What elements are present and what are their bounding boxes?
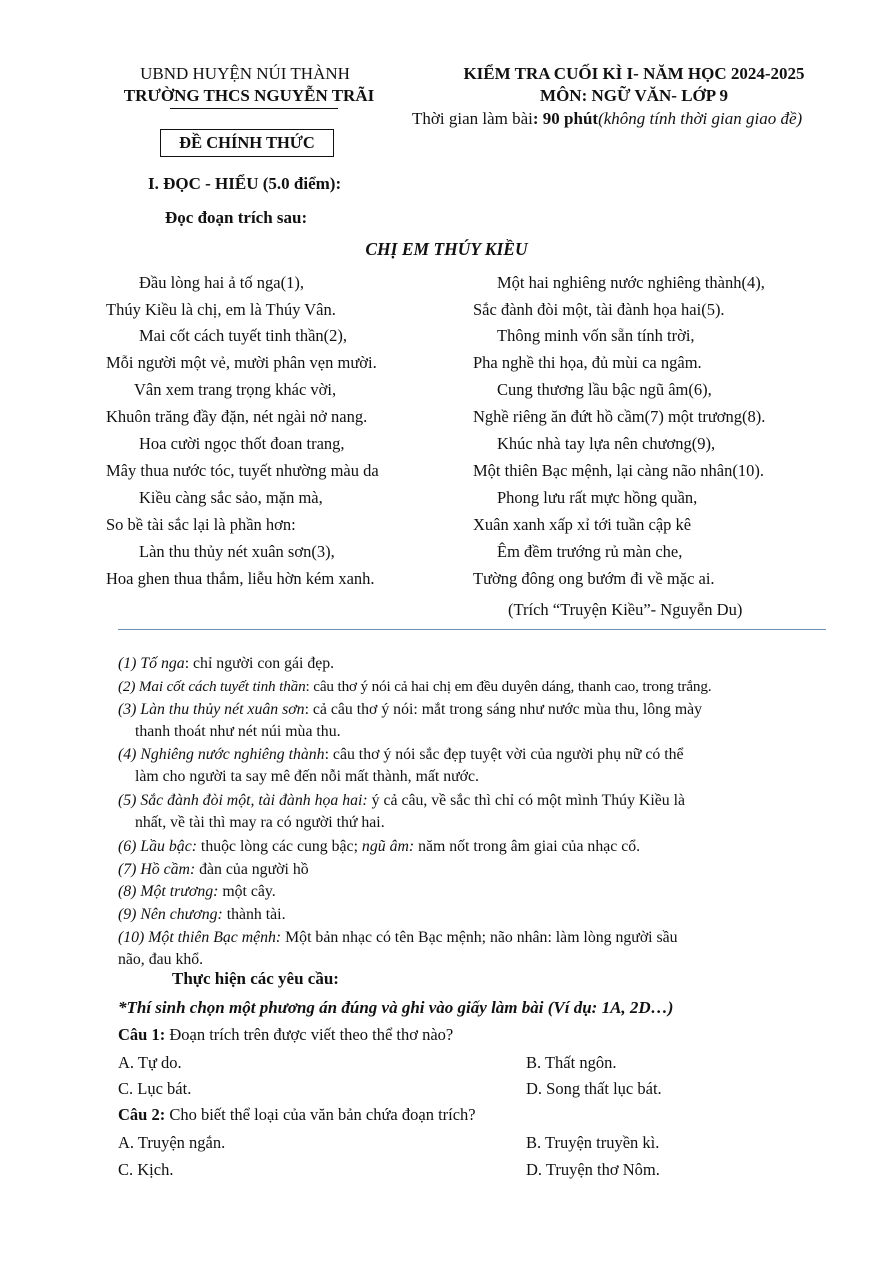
poem-line: Sắc đành đòi một, tài đành họa hai(5). [473,300,725,319]
footnote-continuation: làm cho người ta say mê đến nỗi mất thành, mất nước. [135,768,479,785]
question-text: Đoạn trích trên được viết theo thể thơ nào? [165,1025,454,1044]
option-1b: B. Thất ngôn. [526,1053,617,1072]
footnote-text: thuộc lòng các cung bậc; [196,838,362,855]
question-label: Câu 2: [118,1105,166,1124]
exam-subject: MÔN: NGỮ VĂN- LỚP 9 [540,86,728,105]
poem-line: Mây thua nước tóc, tuyết nhường màu da [106,461,379,480]
exam-duration [412,109,802,129]
poem-line: Nghề riêng ăn đứt hồ cầm(7) một trương(8). [473,407,766,426]
footnote-text: đàn của người hồ [195,861,309,878]
footnote [118,836,830,858]
footnote [118,699,830,743]
time-label: Thời gian làm bài [412,109,533,128]
poem-line: Thông minh vốn sẵn tính trời, [497,326,695,345]
footnote-term: (6) Lầu bậc: [118,838,197,855]
footnote-text: : câu thơ ý nói cả hai chị em đều duyên dáng, thanh cao, trong trắng. [305,678,712,695]
question-label: Câu 1: [118,1025,166,1044]
option-1d: D. Song thất lục bát. [526,1079,662,1098]
footnote-term: ngũ âm: [361,838,415,855]
poem-line: Làn thu thủy nét xuân sơn(3), [139,542,335,561]
poem-line: Thúy Kiều là chị, em là Thúy Vân. [106,300,336,319]
school-name-underline [170,108,338,109]
poem-line: Mai cốt cách tuyết tinh thần(2), [139,326,348,345]
school-name: TRƯỜNG THCS NGUYỄN TRÃI [123,86,375,105]
footnote-term: (7) Hồ cầm: [118,861,196,878]
poem-line: Một hai nghiêng nước nghiêng thành(4), [497,273,765,292]
footnote-text: Một bản nhạc có tên Bạc mệnh; não nhân: làm lòng người sầu [281,929,678,946]
time-value: : 90 phút [532,109,599,128]
footnote [118,744,830,788]
option-2c: C. Kịch. [118,1160,174,1179]
poem-line: Khúc nhà tay lựa nên chương(9), [497,434,716,453]
divider-line [118,629,826,630]
question-text: Cho biết thể loại của văn bản chứa đoạn trích? [165,1105,476,1124]
footnote [118,676,830,698]
poem-line: So bề tài sắc lại là phần hơn: [106,515,296,534]
footnote-term: (8) Một trương: [118,883,219,900]
poem-line: Vân xem trang trọng khác vời, [134,380,337,399]
footnote-term: (10) Một thiên Bạc mệnh: [118,929,282,946]
poem-line: Khuôn trăng đầy đặn, nét ngài nở nang. [106,407,368,426]
task-instruction: *Thí sinh chọn một phương án đúng và ghi vào giấy làm bài (Ví dụ: 1A, 2D…) [118,998,674,1017]
poem-line: Tường đông ong bướm đi về mặc ai. [473,569,715,588]
footnote-text: : cả câu thơ ý nói: mắt trong sáng như nước mùa thu, lông mày [304,701,703,718]
footnote [118,653,830,675]
poem-line: Một thiên Bạc mệnh, lại càng não nhân(10). [473,461,764,480]
poem-line: Phong lưu rất mực hồng quần, [497,488,698,507]
option-1c: C. Lục bát. [118,1079,192,1098]
poem-line: Hoa ghen thua thắm, liễu hờn kém xanh. [106,569,375,588]
poem-line: Mỗi người một vẻ, mười phân vẹn mười. [106,353,377,372]
task-title: Thực hiện các yêu cầu: [172,969,339,988]
poem-line: Đầu lòng hai ả tố nga(1), [139,273,304,292]
poem-line: Xuân xanh xấp xỉ tới tuần cập kê [473,515,692,534]
department-name: UBND HUYỆN NÚI THÀNH [140,64,350,83]
footnote-continuation: thanh thoát như nét núi mùa thu. [135,723,341,740]
footnote-term: (4) Nghiêng nước nghiêng thành [118,746,325,763]
footnote [118,904,830,926]
question-1 [118,1025,453,1045]
poem-source: (Trích “Truyện Kiều”- Nguyễn Du) [508,600,743,619]
footnote-continuation: não, đau khổ. [118,951,204,968]
footnote [118,881,830,903]
footnote-text: thành tài. [222,906,286,923]
option-2b: B. Truyện truyền kì. [526,1133,660,1152]
footnote-text: ý cả câu, về sắc thì chỉ có một mình Thúy Kiều là [367,792,685,809]
footnote-term: (2) Mai cốt cách tuyết tinh thần [118,678,306,695]
footnote-term: (3) Làn thu thủy nét xuân sơn [118,701,305,718]
footnote-text: : câu thơ ý nói sắc đẹp tuyệt vời của người phụ nữ có thể [324,746,684,763]
poem-line: Kiều càng sắc sảo, mặn mà, [139,488,323,507]
footnote-text: một cây. [218,883,276,900]
footnote-text: năm nốt trong âm giai của nhạc cổ. [414,838,641,855]
poem-line: Pha nghề thi họa, đủ mùi ca ngâm. [473,353,702,372]
option-1a: A. Tự do. [118,1053,182,1072]
official-stamp-box: ĐỀ CHÍNH THỨC [160,129,334,157]
option-2d: D. Truyện thơ Nôm. [526,1160,660,1179]
footnote-term: (5) Sắc đành đòi một, tài đành họa hai: [118,792,368,809]
exam-title: KIỂM TRA CUỐI KÌ I- NĂM HỌC 2024-2025 [463,64,805,83]
poem-line: Êm đềm trướng rủ màn che, [497,542,683,561]
poem-title: CHỊ EM THÚY KIỀU [365,239,528,259]
question-2 [118,1105,476,1125]
read-prompt: Đọc đoạn trích sau: [165,208,308,227]
footnote [118,859,830,881]
poem-line: Cung thương lầu bậc ngũ âm(6), [497,380,712,399]
time-note: (không tính thời gian giao đề) [598,109,803,128]
footnote-term: (9) Nên chương: [118,906,223,923]
poem-line: Hoa cười ngọc thốt đoan trang, [139,434,345,453]
footnote-continuation: nhất, về tài thì may ra có người thứ hai. [135,814,385,831]
footnote [118,927,830,971]
option-2a: A. Truyện ngắn. [118,1133,226,1152]
footnote-text: : chỉ người con gái đẹp. [184,655,335,672]
footnote-term: (1) Tố nga [118,655,185,672]
section-title: I. ĐỌC - HIỂU (5.0 điểm): [148,174,342,193]
footnote [118,790,830,834]
